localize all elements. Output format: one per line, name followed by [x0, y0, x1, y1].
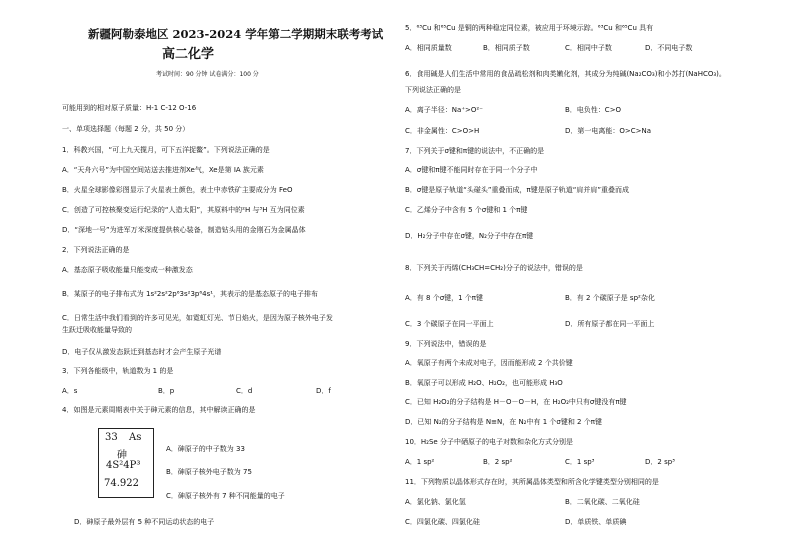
q2-option-c-line1: C．日常生活中我们看到的许多可见光，如霓虹灯光、节日焰火，是因为原子核外电子发 [62, 314, 333, 322]
q4-option-c: C．砷原子核外有 7 种不同能量的电子 [166, 492, 285, 500]
q1-option-d: D．“深地一号”为进军万米深度提供核心装备，制造钻头用的金刚石为金属晶体 [62, 226, 306, 234]
q5-option-b: B．相同质子数 [483, 44, 530, 52]
q8-option-b: B．有 2 个碳原子是 sp²杂化 [565, 294, 655, 302]
atomic-mass: 74.922 [104, 478, 139, 489]
q4-option-d: D．砷原子最外层有 5 种不同运动状态的电子 [74, 518, 215, 526]
q9-option-d: D．已知 N₂的分子结构是 N≡N，在 N₂中有 1 个σ键和 2 个π键 [405, 418, 602, 426]
q3-option-c: C．d [236, 387, 253, 395]
element-symbol: As [129, 432, 142, 443]
q2-option-d: D．电子仅从激发态跃迁到基态时才会产生原子光谱 [62, 348, 222, 356]
q11-option-d: D．单质铁、单质碘 [565, 518, 627, 526]
electron-config: 4S²4P³ [106, 460, 141, 471]
q2-option-a: A．基态原子吸收能量只能变成一种激发态 [62, 266, 193, 274]
q11-option-c: C．四氯化碳、四氯化硅 [405, 518, 480, 526]
q1-option-b: B．火星全球影像彩图显示了火星表土颜色，表土中赤铁矿主要成分为 FeO [62, 186, 293, 194]
q9-option-c: C．已知 H₂O₂的分子结构是 H－O－O－H，在 H₂O₂中只有σ键没有π键 [405, 398, 627, 406]
q9-option-a: A．氧原子有两个未成对电子，因而能形成 2 个共价键 [405, 359, 573, 367]
q10-option-a: A．1 sp² [405, 458, 435, 466]
q1-option-c: C．创造了可控核聚变运行纪录的“人造太阳”，其原料中的²H 与³H 互为同位素 [62, 206, 305, 214]
atomic-masses: 可能用到的相对原子质量：H-1 C-12 O-16 [62, 104, 197, 112]
q8-option-d: D．所有原子都在同一平面上 [565, 320, 655, 328]
q8-option-c: C．3 个碳原子在同一平面上 [405, 320, 494, 328]
q11-stem: 11．下列物质以晶体形式存在时，其所属晶体类型和所含化学键类型分别相同的是 [405, 478, 659, 486]
exam-subject: 高二化学 [162, 47, 215, 62]
q6-stem-line1: 6．食用碱是人们生活中常用的食品疏松剂和肉类嫩化剂，其成分为纯碱(Na₂CO₃)和小苏打(NaHCO₃)。 [405, 70, 726, 78]
q3-stem: 3．下列各能级中，轨道数为 1 的是 [62, 367, 174, 375]
atomic-number: 33 [105, 432, 118, 443]
q2-stem: 2．下列说法正确的是 [62, 246, 130, 254]
q3-option-d: D．f [316, 387, 331, 395]
q4-option-b: B．砷原子核外电子数为 75 [166, 468, 252, 476]
q9-option-b: B．氧原子可以形成 H₂O、H₂O₂，也可能形成 H₃O [405, 379, 563, 387]
q7-option-a: A．σ键和π键不能同时存在于同一个分子中 [405, 166, 538, 174]
q1-option-a: A．“天舟六号”为中国空间站送去推进剂Xe气，Xe是第 IA 族元素 [62, 166, 264, 174]
q10-option-c: C．1 sp³ [565, 458, 595, 466]
q9-stem: 9．下列说法中，错误的是 [405, 340, 487, 348]
q10-option-d: D．2 sp³ [645, 458, 675, 466]
q7-stem: 7．下列关于σ键和π键的说法中，不正确的是 [405, 147, 545, 155]
q5-stem: 5．⁶³Cu 和⁶⁵Cu 是铜的两种稳定同位素，被应用于环境示踪。⁶³Cu 和⁶⁵Cu 具有 [405, 24, 654, 32]
q3-option-b: B．p [158, 387, 175, 395]
q5-option-a: A．相同质量数 [405, 44, 452, 52]
q8-stem: 8．下列关于丙烯(CH₃CH=CH₂)分子的说法中，错误的是 [405, 264, 583, 272]
exam-title: 新疆阿勒泰地区 2023-2024 学年第二学期期末联考考试 [88, 27, 384, 41]
q7-option-b: B．σ键是原子轨道“头碰头”重叠而成，π键是原子轨道“肩并肩”重叠而成 [405, 186, 629, 194]
q11-option-b: B．二氧化碳、二氧化硅 [565, 498, 640, 506]
q5-option-c: C．相同中子数 [565, 44, 612, 52]
q4-option-a: A．砷原子的中子数为 33 [166, 445, 245, 453]
q6-option-b: B．电负性：C>O [565, 106, 622, 114]
q4-stem: 4．如图是元素周期表中关于砷元素的信息，其中解读正确的是 [62, 406, 256, 414]
q6-option-d: D．第一电离能：O>C>Na [565, 127, 652, 135]
exam-info: 考试时间：90 分钟 试卷满分：100 分 [156, 71, 259, 78]
q3-option-a: A．s [62, 387, 78, 395]
q2-option-b: B．某原子的电子排布式为 1s²2s²2p⁶3s²3p⁶4s¹，其表示的是基态原子的电子排布 [62, 290, 319, 298]
q1-stem: 1．科教兴国，“可上九天揽月，可下五洋捉鳖”。下列说法正确的是 [62, 146, 270, 154]
q11-option-a: A．氯化钠、氯化氢 [405, 498, 466, 506]
element-name: 砷 [117, 450, 127, 461]
q2-option-c-line2: 生跃迁吸收能量导致的 [62, 326, 132, 334]
q10-option-b: B．2 sp² [483, 458, 513, 466]
q10-stem: 10．H₂Se 分子中硒原子的电子对数和杂化方式分别是 [405, 438, 573, 446]
q6-option-a: A．离子半径：Na⁺>O²⁻ [405, 106, 483, 114]
q8-option-a: A．有 8 个σ键，1 个π键 [405, 294, 484, 302]
q7-option-c: C．乙烯分子中含有 5 个σ键和 1 个π键 [405, 206, 528, 214]
q6-option-c: C．非金属性：C>O>H [405, 127, 480, 135]
arsenic-element-card [98, 428, 154, 498]
q6-stem-line2: 下列说法正确的是 [405, 86, 461, 94]
section-heading: 一、单项选择题（每题 2 分，共 50 分） [62, 125, 190, 133]
q7-option-d: D．H₂分子中存在σ键，N₂分子中存在π键 [405, 232, 534, 240]
q5-option-d: D．不同电子数 [645, 44, 693, 52]
